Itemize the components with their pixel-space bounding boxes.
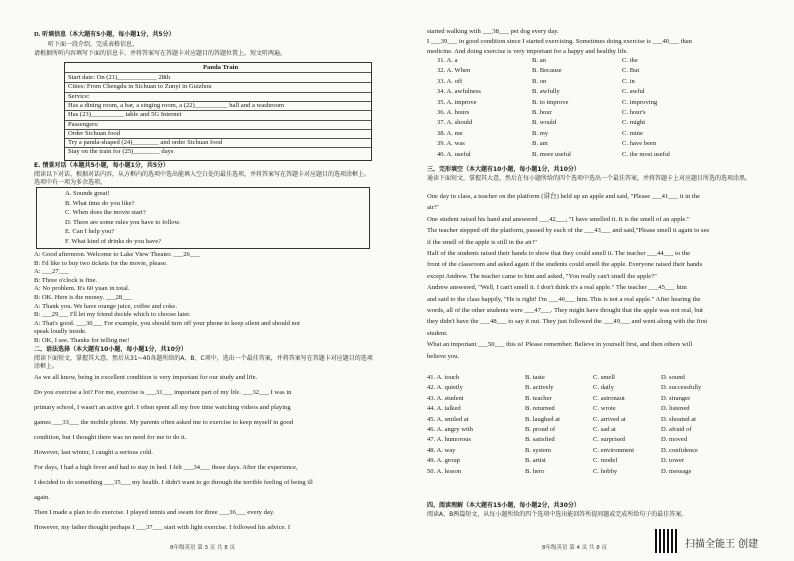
option-choice: 42. A. quietly — [427, 384, 463, 392]
section-2-title: 二、语法选择（本大题有10小题，每小题1分，共10分） — [34, 346, 187, 353]
cloze-line: except Andrew. The teacher came to him and asked, "You really can't smell the apple?" — [427, 272, 657, 280]
scanner-watermark: 扫描全能王 创建 — [685, 539, 759, 550]
cloze-line: they didn't have the ___48___ to say it out. They just followed the ___49___ and went along with the first — [427, 318, 708, 326]
cloze-line: One day in class, a teacher on the platform (讲台) held up an apple and said, "Please ___41___ it in the — [427, 193, 700, 200]
cloze-line: air!" — [427, 204, 439, 212]
option-choice: D. tower — [661, 457, 685, 465]
section-3-instruction: 通读下面短文，掌握其大意，然后在每小题所给的四个选项中选出一个最佳答案，并将答题卡上对应题目所选的选项涂黑。 — [427, 175, 752, 182]
option-choice: 48. A. way — [427, 446, 456, 454]
cloze-line: student. — [427, 329, 448, 337]
section-2-instruction: 阅读下面短文，掌握其大意，然后从31~40各题所给的A、B、C项中，选出一个最佳答案，并将答案写在答题卡对应题目的选项涂框上。 — [34, 355, 373, 370]
dialog-line: B: OK, I see. Thanks for telling me! — [34, 337, 130, 344]
passage-line: Do you exercise a lot? For me, exercise is ___31___ important part of my life. ___32___ I was in — [34, 389, 292, 396]
option-choice: 33. A. off — [437, 77, 463, 85]
option-choice: B. would — [532, 119, 557, 127]
dialog-line: B: ___29___ I'll let my friend decide which to choose later. — [34, 311, 191, 319]
table-row: Service: — [68, 92, 90, 100]
option-choice: 31. A. a — [437, 57, 458, 64]
section-e-instruction: 阅读以下对话，根据对话内容，从方框内的选项中选出能填入空白处的最佳选项，并将答案写在答题卡对应题目的选项涂框上。选项中有一项为多余选项。 — [34, 171, 371, 186]
section-e-title: E. 情景对话（本题共5小题，每小题1分，共5分） — [34, 162, 169, 169]
passage-line: games ___33___ the mobile phone. My parents often asked me to exercise to keep myself in good — [34, 419, 294, 426]
option-item: A. Sounds great! — [65, 190, 110, 197]
option-choice: C. model — [593, 457, 618, 465]
option-choice: D. successfully — [661, 384, 702, 392]
option-choice: B. taste — [525, 374, 545, 381]
option-choice: B. proud of — [525, 426, 556, 433]
option-choice: 45. A. smiled at — [427, 415, 469, 423]
option-choice: B. artist — [525, 457, 546, 465]
option-choice: D. sound — [661, 374, 685, 381]
passage-line: I ___39___ in good condition since I started exercising. Sometimes doing exercise is ___40___ than — [427, 38, 692, 45]
dialog-line: speak loudly inside. — [34, 328, 87, 336]
cloze-line: One student raised his hand and answered ___42___, "I have smelled it. It is the smell of an apple." — [427, 215, 690, 223]
passage-line: As we all know, being in excellent condition is very important for our study and life. — [34, 374, 258, 381]
option-choice: 46. A. angry with — [427, 426, 473, 433]
option-choice: C. smell — [593, 374, 615, 381]
cloze-line: words, all of the other students were ___47___. They might have thought that the apple was not real, but — [427, 307, 703, 314]
option-choice: C. the — [622, 57, 638, 64]
page-footer-right: 8年级英语 第 4 页 共 8 页 — [542, 545, 607, 551]
option-choice: 49. A. group — [427, 457, 460, 465]
option-choice: C. might — [622, 119, 646, 127]
option-choice: C. hobby — [593, 467, 618, 475]
section-d-instruction: 听下面一段介绍，完成表格信息。 — [48, 41, 139, 48]
passage-line: However, my father thought perhaps I ___37___ start with light exercise. I followed his advice. I — [34, 524, 291, 531]
option-choice: B. Because — [532, 67, 562, 75]
table-row: Has a dining room, a bar, a singing room, a (22)__________ hall and a washroom — [68, 101, 285, 109]
option-choice: 36. A. hours — [437, 109, 470, 116]
section-d-title: D. 听填信息（本大题有5小题，每小题1分，共5分） — [34, 31, 175, 38]
cloze-line: front of the classroom and asked again if the students could smell the apple. Everyone raised their hands — [427, 261, 703, 269]
table-row: Try a panda-shaped (24)________ and order Sichuan food — [68, 139, 223, 147]
option-choice: B. teacher — [525, 394, 552, 402]
option-choice: B. on — [532, 77, 547, 85]
page-footer-left: 8年级英语 第 3 页 共 8 页 — [170, 545, 235, 551]
cloze-line: The teacher stepped off the platform, passed by each of the ___43___ and said,"Please smell it again to see — [427, 227, 710, 235]
option-choice: C. awful — [622, 88, 645, 96]
table-row: Cities: From Chengdu in Sichuan to Zunyi in Guizhou — [68, 83, 212, 91]
option-choice: D. shouted at — [661, 415, 696, 423]
section-d-instruction-2: 请根据所听内容填写下面的信息卡，并将答案写在答题卡对应题目的答题位置上。短文听两遍。 — [34, 50, 287, 57]
cloze-line: and said to the class happily, "He is right! I'm ___46___ him. This is not a real apple." After hearing the — [427, 295, 701, 303]
option-choice: B. system — [525, 446, 552, 454]
cloze-line: What an important ___50___ this is! Please remember: Believe in yourself first, and then others will — [427, 341, 693, 349]
passage-line: For days, I had a high fever and had to stay in bed. I felt ___34___ those days. After the experience, — [34, 464, 298, 471]
cloze-line: if the smell of the apple is still in the air!" — [427, 238, 537, 246]
option-choice: B. an — [532, 57, 546, 64]
option-choice: 32. A. When — [437, 67, 471, 75]
option-choice: B. returned — [525, 405, 555, 413]
dialog-line: A: Good afternoon. Welcome to Lake View Theater. ___26___ — [34, 251, 200, 258]
option-choice: B. laughed at — [525, 415, 560, 423]
option-choice: C. daily — [593, 384, 614, 392]
option-choice: 50. A. lesson — [427, 467, 462, 475]
option-choice: B. am — [532, 140, 548, 148]
cloze-line: Andrew answered, "Well, I can't smell it. I don't think it's a real apple." The teacher ___45___ him — [427, 284, 687, 292]
option-choice: C. arrived at — [593, 415, 626, 423]
option-choice: 38. A. me — [437, 129, 463, 137]
option-choice: 34. A. awfulness — [437, 88, 481, 96]
table-divider — [65, 147, 371, 148]
option-item: D. There are some rules you have to follow. — [65, 218, 181, 226]
dialog-line: B: I'd like to buy two tickets for the movie, please. — [34, 259, 168, 267]
table-row: Start date: On (21)____________ 28th — [68, 74, 171, 81]
option-choice: 35. A. improve — [437, 98, 477, 106]
option-choice: C. astronaut — [593, 394, 625, 402]
option-item: C. When does the movie start? — [65, 209, 146, 216]
option-choice: 43. A. student — [427, 394, 464, 402]
option-choice: B. to improve — [532, 98, 569, 106]
passage-line: again. — [34, 494, 50, 501]
table-divider — [65, 120, 371, 121]
dialog-line: B: OK. Here is the money. ___28___ — [34, 294, 133, 301]
option-item: E. Can I help you? — [65, 228, 115, 235]
option-choice: C. hour's — [622, 109, 646, 116]
table-divider — [65, 110, 371, 111]
passage-line: However, last winter, I caught a serious cold. — [34, 449, 153, 456]
option-choice: D. message — [661, 467, 692, 475]
table-title: Panda Train — [203, 64, 239, 71]
option-choice: B. hour — [532, 109, 552, 116]
option-choice: C. improving — [622, 98, 658, 106]
option-choice: B. hero — [525, 467, 545, 475]
table-divider — [65, 82, 371, 83]
option-choice: D. moved — [661, 436, 688, 444]
option-item: B. What time do you like? — [65, 199, 135, 207]
option-choice: 47. A. humorous — [427, 436, 471, 444]
option-choice: 44. A. talked — [427, 405, 461, 413]
table-row: Has (23)__________ table and 5G Internet — [68, 111, 182, 119]
option-choice: C. in — [622, 77, 635, 85]
option-choice: 40. A. useful — [437, 150, 471, 158]
option-choice: D. stranger — [661, 394, 691, 402]
options-box — [36, 187, 370, 249]
option-choice: C. sad at — [593, 426, 616, 433]
option-choice: C. wrote — [593, 405, 616, 413]
option-choice: C. But — [622, 67, 640, 75]
option-choice: B. actively — [525, 384, 554, 392]
dialog-line: A: Thank you. We have orange juice, coffee and coke. — [34, 302, 178, 310]
dialog-line: A: That's good. ___30___ For example, you should turn off your phone to keep silent and should not — [34, 319, 300, 327]
section-4-title: 四、阅读理解（本大题有15小题，每小题2分，共30分） — [427, 502, 580, 509]
dialog-line: A: No problem. It's 60 yuan in total. — [34, 285, 130, 293]
option-choice: C. have been — [622, 140, 657, 148]
table-row: Stay on the train for (25)________ days — [68, 148, 174, 156]
table-divider — [65, 92, 371, 93]
cloze-line: Half of the students raised their hands to show that they could smell it. The teacher ___44___ to the — [427, 250, 691, 257]
option-choice: 37. A. should — [437, 119, 473, 127]
dialog-line: A: ___27___ — [34, 268, 69, 276]
option-choice: B. my — [532, 129, 549, 137]
passage-line: started walking with ___38___ pet dog every day. — [427, 28, 559, 35]
option-choice: 39. A. was — [437, 140, 465, 148]
option-item: F. What kind of drinks do you have? — [65, 237, 162, 245]
right-page — [397, 0, 794, 561]
section-3-title: 三、完形填空（本大题有10小题，每小题1分，共10分） — [427, 166, 580, 173]
dialog-line: B: Three o'clock is fine. — [34, 276, 98, 284]
option-choice: C. the most useful — [622, 150, 670, 158]
option-choice: C. environment — [593, 446, 635, 454]
option-choice: C. mine — [622, 129, 643, 137]
cloze-line: believe you. — [427, 352, 460, 360]
option-choice: 41. A. touch — [427, 374, 460, 381]
option-choice: B. more useful — [532, 150, 572, 158]
option-choice: D. confidence — [661, 446, 698, 454]
option-choice: B. awfully — [532, 88, 560, 96]
table-divider — [65, 138, 371, 139]
table-divider — [65, 101, 371, 102]
passage-line: condition, but I thought there was no need for me to do it. — [34, 434, 187, 441]
passage-line: Then I made a plan to do exercise. I played tennis and swam for three ___36___ every day. — [34, 509, 275, 516]
option-choice: D. listened — [661, 405, 690, 413]
option-choice: C. surprised — [593, 436, 625, 444]
table-divider — [65, 129, 371, 130]
passage-line: I decided to do something ___35___ my health. I didn't want to go through the terrible feeling of being ill — [34, 479, 313, 486]
option-choice: D. afraid of — [661, 426, 692, 433]
passage-line: medicine. And doing exercise is very important for a happy and healthy life. — [427, 48, 629, 55]
panda-train-table — [64, 62, 372, 161]
section-4-instruction: 阅读A、B两篇短文，从每小题所给的四个选项中选出能回答所提问题或完成所给句子的最佳答案。 — [427, 511, 688, 518]
passage-line: primary school, I wasn't an active girl. I often spent all my free time watching videos and playing — [34, 404, 291, 411]
table-row: Passengers: — [68, 120, 99, 128]
qr-code-icon — [655, 529, 679, 553]
table-row: Order Sichuan food — [68, 129, 121, 137]
option-choice: B. satisfied — [525, 436, 555, 444]
